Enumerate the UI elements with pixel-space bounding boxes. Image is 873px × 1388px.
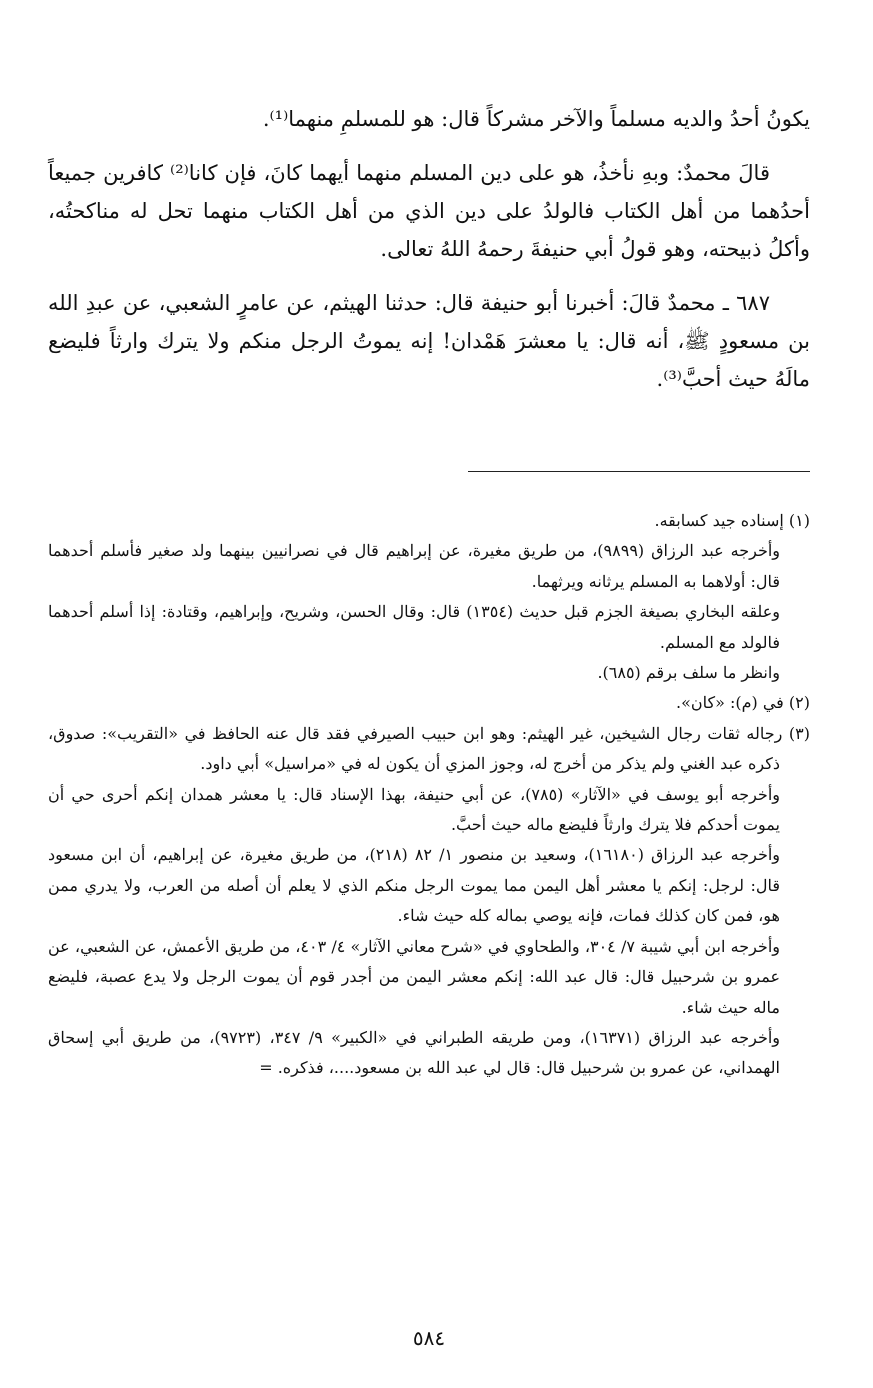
page-number: ٥٨٤	[412, 1326, 446, 1350]
footnote-1-line: وأخرجه عبد الرزاق (٩٨٩٩)، من طريق مغيرة، عن إبراهيم قال في نصرانيين بينهما ولد صغير فأسلم أحدهما قال: أولاهما به المسلم يرثانه ويرثهما.	[48, 541, 781, 591]
footnote-3-lead: (٣) رجاله ثقات رجال الشيخين، غير الهيثم: وهو ابن حبيب الصيرفي فقد قال عنه الحافظ في «التقريب»: صدوق، ذكره عبد الغني ولم يذكر من أخرج له، وجوز المزي أن يكون له في «مراسيل» أبي داود.	[48, 723, 810, 774]
main-paragraph-continuation: يكونُ أحدُ والديه مسلماً والآخر مشركاً قال: هو للمسلمِ منهما⁽¹⁾.	[262, 107, 810, 131]
main-paragraph-commentary: قالَ محمدٌ: وبهِ نأخذُ، هو على دين المسلم منهما أيهما كانَ، فإن كانا⁽²⁾ كافرين جميعاً أحدُهما من أهل الكتاب فالولدُ على دين الذي من أهل الكتاب منهما تحل له مناكحتُه، وأكلُ ذبيحته، وهو قولُ أبي حنيفةَ رحمهُ اللهُ تعالى.	[48, 161, 810, 261]
footnote-divider	[468, 471, 810, 472]
footnote-1-line: وعلقه البخاري بصيغة الجزم قبل حديث (١٣٥٤) قال: وقال الحسن، وشريح، وإبراهيم، وقتادة: إذا أسلم أحدهما فالولد مع المسلم.	[48, 602, 780, 652]
footnote-3-line: وأخرجه أبو يوسف في «الآثار» (٧٨٥)، عن أبي حنيفة، بهذا الإسناد قال: يا معشر همدان إنكم أحرى حي أن يموت أحدكم فلا يترك وارثاً فليضع ماله حيث أحبَّ.	[48, 784, 780, 835]
footnote-1-lead: (١) إسناده جيد كسابقه.	[654, 511, 810, 530]
book-page	[48, 0, 810, 1388]
footnote-3-line: وأخرجه عبد الرزاق (١٦١٨٠)، وسعيد بن منصور ١/ ٨٢ (٢١٨)، من طريق مغيرة، عن إبراهيم، أن ابن مسعود قال: لرجل: إنكم يا معشر أهل اليمن مما يموت الرجل منكم الذي لا يعلم أن أصله من العرب، ولا يدري ممن هو، فمن كان كذلك فمات، فإنه يوصي بماله كله حيث شاء.	[48, 845, 781, 926]
footnote-1-line: وانظر ما سلف برقم (٦٨٥).	[597, 663, 780, 683]
footnotes	[48, 506, 810, 1084]
footnote-3-line: وأخرجه عبد الرزاق (١٦٣٧١)، ومن طريقه الطبراني في «الكبير» ٩/ ٣٤٧، (٩٧٢٣)، من طريق أبي إسحاق الهمداني، عن عمرو بن شرحبيل قال: قال لي عبد الله بن مسعود....، فذكره. =	[48, 1027, 781, 1078]
main-text	[48, 100, 810, 398]
main-paragraph-hadith-687: ٦٨٧ ـ محمدٌ قالَ: أخبرنا أبو حنيفة قال: حدثنا الهيثم، عن عامرٍ الشعبي، عن عبدِ الله بن مسعودٍ ﷺ، أنه قال: يا معشرَ هَمْدان! إنه يموتُ الرجل منكم ولا يترك وارثاً فليضع مالَهُ حيث أحبَّ⁽³⁾.	[48, 291, 810, 391]
footnote-3-line: وأخرجه ابن أبي شيبة ٧/ ٣٠٤، والطحاوي في «شرح معاني الآثار» ٤/ ٤٠٣، من طريق الأعمش، عن الشعبي، عن عمرو بن شرحبيل قال: قال عبد الله: إنكم معشر اليمن من أجدر قوم أن يموت الرجل ولا يدع عصبة، فليضع ماله حيث شاء.	[48, 936, 780, 1017]
footnote-2-lead: (٢) في (م): «كان».	[675, 693, 810, 713]
